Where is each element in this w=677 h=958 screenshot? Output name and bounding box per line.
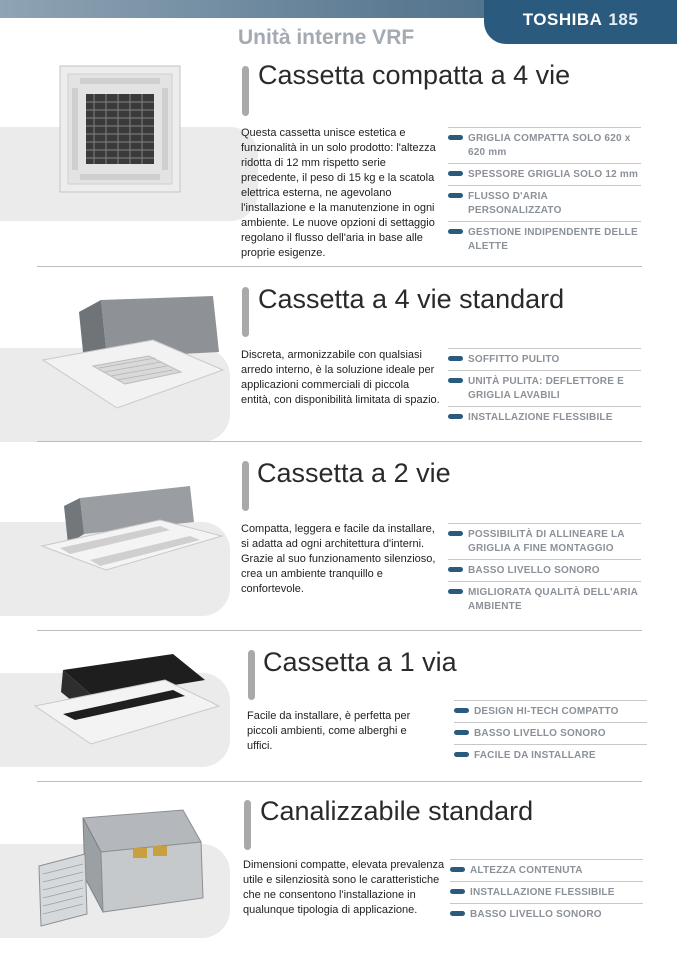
cassette-2way-image: [40, 478, 230, 578]
feature-item: GRIGLIA COMPATTA SOLO 620 x 620 mm: [448, 127, 641, 163]
feature-list: [448, 127, 641, 257]
title-marker: [242, 461, 249, 511]
title-marker: [244, 800, 251, 850]
brand-tab: [484, 0, 677, 44]
bullet-icon: [448, 135, 463, 140]
bullet-icon: [450, 889, 465, 894]
feature-item: ALTEZZA CONTENUTA: [450, 859, 643, 881]
feature-item: UNITÀ PULITA: DEFLETTORE E GRIGLIA LAVABILI: [448, 370, 641, 406]
product-title: Cassetta a 2 vie: [257, 458, 451, 488]
bullet-icon: [448, 414, 463, 419]
page-title: Unità interne VRF: [238, 26, 415, 49]
brand-name: TOSHIBA: [522, 10, 603, 29]
feature-item: POSSIBILITÀ DI ALLINEARE LA GRIGLIA A FINE MONTAGGIO: [448, 523, 641, 559]
brand-label: [484, 10, 677, 30]
title-marker: [242, 287, 249, 337]
cassette-1way-image: [33, 650, 223, 750]
feature-item: INSTALLAZIONE FLESSIBILE: [448, 406, 641, 428]
bullet-icon: [448, 378, 463, 383]
feature-item: INSTALLAZIONE FLESSIBILE: [450, 881, 643, 903]
feature-list: [448, 348, 641, 428]
bullet-icon: [454, 708, 469, 713]
bullet-icon: [450, 867, 465, 872]
page-number: 185: [608, 10, 639, 29]
section-divider: [37, 266, 642, 267]
feature-item: SOFFITTO PULITO: [448, 348, 641, 370]
section-divider: [37, 630, 642, 631]
product-description: Dimensioni compatte, elevata prevalenza utile e silenziosità sono le caratteristiche che ne consentono l'installazione in qualunque tipologia di applicazione.: [243, 859, 445, 916]
title-marker: [242, 66, 249, 116]
bullet-icon: [454, 752, 469, 757]
feature-item: BASSO LIVELLO SONORO: [450, 903, 643, 925]
bullet-icon: [448, 193, 463, 198]
bullet-icon: [454, 730, 469, 735]
feature-item: FLUSSO D'ARIA PERSONALIZZATO: [448, 185, 641, 221]
product-title: Canalizzabile standard: [260, 796, 534, 826]
bullet-icon: [450, 911, 465, 916]
feature-item: MIGLIORATA QUALITÀ DELL'ARIA AMBIENTE: [448, 581, 641, 617]
product-description: Compatta, leggera e facile da installare, si adatta ad ogni architettura d'interni. Grazie al suo funzionamento silenzioso, crea un ambiente tranquillo e confortevole.: [241, 523, 436, 595]
title-marker: [248, 650, 255, 700]
bullet-icon: [448, 589, 463, 594]
bullet-icon: [448, 229, 463, 234]
cassette-4way-image: [33, 290, 233, 412]
feature-item: SPESSORE GRIGLIA SOLO 12 mm: [448, 163, 641, 185]
feature-item: GESTIONE INDIPENDENTE DELLE ALETTE: [448, 221, 641, 257]
feature-list: [454, 700, 647, 766]
section-divider: [37, 441, 642, 442]
product-description: Facile da installare, è perfetta per piccoli ambienti, come alberghi e uffici.: [247, 710, 411, 752]
product-description: Discreta, armonizzabile con qualsiasi arredo interno, è la soluzione ideale per applicazioni commerciali di piccola entità, con disponibilità limitata di spazio.: [241, 349, 440, 406]
feature-item: BASSO LIVELLO SONORO: [454, 722, 647, 744]
feature-list: [450, 859, 643, 925]
bullet-icon: [448, 531, 463, 536]
product-title: Cassetta a 4 vie standard: [258, 284, 565, 314]
feature-item: BASSO LIVELLO SONORO: [448, 559, 641, 581]
ducted-unit-image: [33, 802, 213, 932]
bullet-icon: [448, 356, 463, 361]
section-divider: [37, 781, 642, 782]
feature-item: FACILE DA INSTALLARE: [454, 744, 647, 766]
bullet-icon: [448, 171, 463, 176]
bullet-icon: [448, 567, 463, 572]
cassette-compact-image: [58, 64, 182, 194]
product-description: Questa cassetta unisce estetica e funzionalità in un solo prodotto: l'altezza ridotta di 12 mm rispetto serie precedente, il peso di 15 kg e la scatola elettrica esterna, ne agevolano l'installazione e la manutenzione in ogni ambiente. Le nuove opzioni di settaggio regolano il flusso dell'aria in base alle proprie esigenze.: [241, 127, 436, 259]
feature-item: DESIGN HI-TECH COMPATTO: [454, 700, 647, 722]
product-title: Cassetta compatta a 4 vie: [258, 60, 571, 90]
product-title: Cassetta a 1 via: [263, 647, 457, 677]
feature-list: [448, 523, 641, 617]
